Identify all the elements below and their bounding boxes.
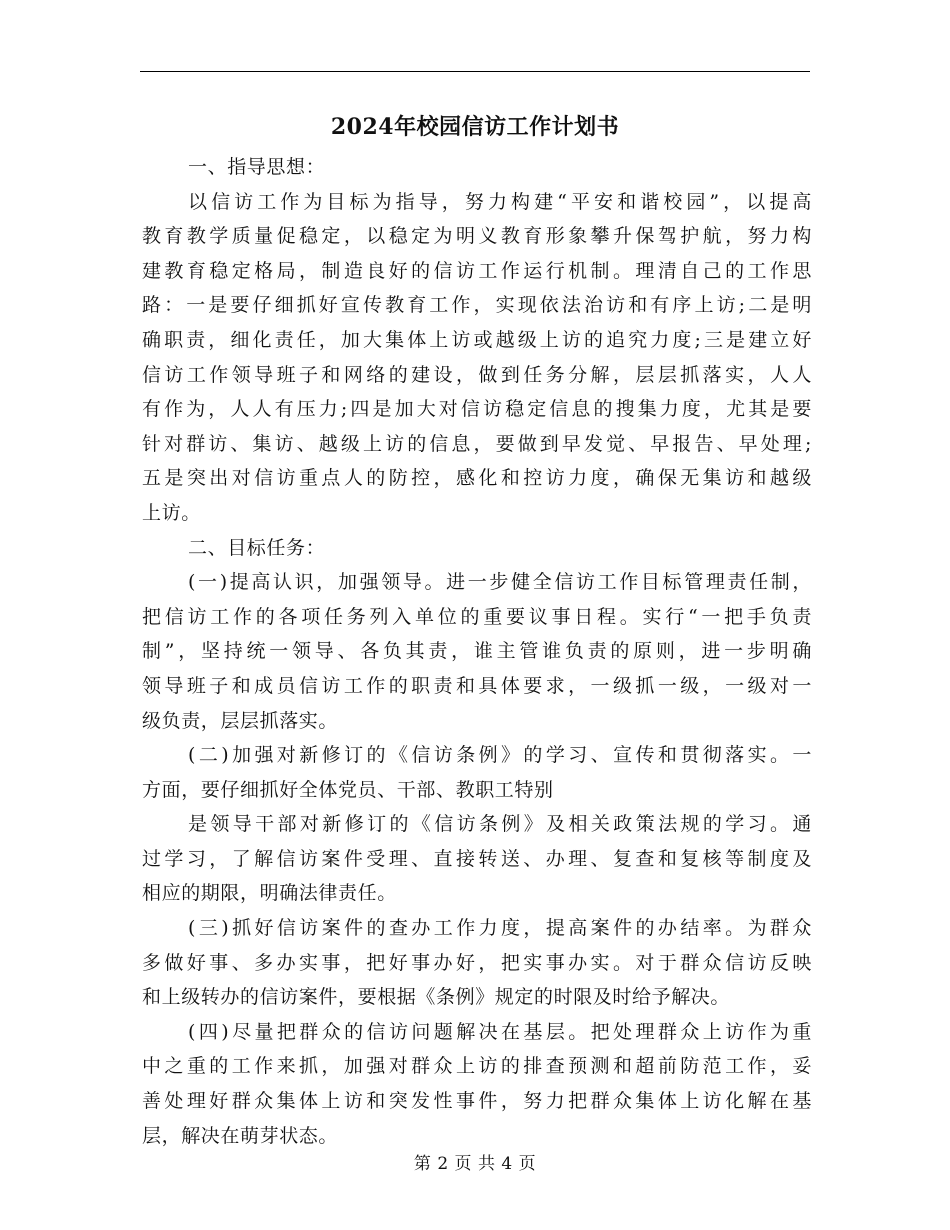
text-line: 善处理好群众集体上访和突发性事件，努力把群众集体上访化解在基 bbox=[142, 1090, 812, 1113]
text-line: 以信访工作为目标为指导，努力构建“平安和谐校园”，以提高 bbox=[188, 190, 812, 213]
text-line: (四)尽量把群众的信访问题解决在基层。把处理群众上访作为重 bbox=[188, 1020, 812, 1043]
text-line: 有作为，人人有压力;四是加大对信访稳定信息的搜集力度，尤其是要 bbox=[142, 398, 812, 421]
text-line: 多做好事、多办实事，把好事办好，把实事办实。对于群众信访反映 bbox=[142, 951, 812, 974]
text-line: 针对群访、集访、越级上访的信息，要做到早发觉、早报告、早处理; bbox=[142, 432, 812, 455]
text-line: (一)提高认识，加强领导。进一步健全信访工作目标管理责任制， bbox=[188, 571, 812, 594]
text-line: 确职责，细化责任，加大集体上访或越级上访的追究力度;三是建立好 bbox=[142, 328, 812, 351]
text-line: 层，解决在萌芽状态。 bbox=[142, 1124, 339, 1147]
document-body bbox=[142, 150, 812, 1153]
text-line: 中之重的工作来抓，加强对群众上访的排查预测和超前防范工作，妥 bbox=[142, 1055, 812, 1078]
text-line: 上访。 bbox=[142, 501, 201, 524]
text-line: 建教育稳定格局，制造良好的信访工作运行机制。理清自己的工作思 bbox=[142, 259, 812, 282]
text-line: 相应的期限，明确法律责任。 bbox=[142, 882, 397, 905]
text-line: 和上级转办的信访案件，要根据《条例》规定的时限及时给予解决。 bbox=[142, 986, 731, 1009]
text-line: 信访工作领导班子和网络的建设，做到任务分解，层层抓落实，人人 bbox=[142, 363, 812, 386]
document-title: 2024年校园信访工作计划书 bbox=[330, 114, 620, 140]
text-line: 领导班子和成员信访工作的职责和具体要求，一级抓一级，一级对一 bbox=[142, 674, 812, 697]
text-line: 二、目标任务： bbox=[188, 536, 326, 559]
text-line: 路：一是要仔细抓好宣传教育工作，实现依法治访和有序上访;二是明 bbox=[142, 294, 812, 317]
text-line: 一、指导思想： bbox=[188, 156, 326, 178]
text-line: (二)加强对新修订的《信访条例》的学习、宣传和贯彻落实。一 bbox=[188, 744, 812, 767]
text-line: (三)抓好信访案件的查办工作力度，提高案件的办结率。为群众 bbox=[188, 917, 812, 940]
text-line: 是领导干部对新修订的《信访条例》及相关政策法规的学习。通 bbox=[188, 813, 812, 836]
text-line: 方面，要仔细抓好全体党员、干部、教职工特别 bbox=[142, 778, 554, 801]
text-line: 级负责，层层抓落实。 bbox=[142, 709, 339, 732]
text-line: 五是突出对信访重点人的防控，感化和控访力度，确保无集访和越级 bbox=[142, 467, 812, 490]
text-line: 制”，坚持统一领导、各负其责，谁主管谁负责的原则，进一步明确 bbox=[142, 640, 812, 663]
page-footer: 第 2 页 共 4 页 bbox=[413, 1154, 537, 1174]
text-line: 过学习，了解信访案件受理、直接转送、办理、复查和复核等制度及 bbox=[142, 847, 812, 870]
header-rule bbox=[140, 71, 810, 72]
text-line: 教育教学质量促稳定，以稳定为明义教育形象攀升保驾护航，努力构 bbox=[142, 225, 812, 248]
text-line: 把信访工作的各项任务列入单位的重要议事日程。实行“一把手负责 bbox=[142, 605, 812, 628]
